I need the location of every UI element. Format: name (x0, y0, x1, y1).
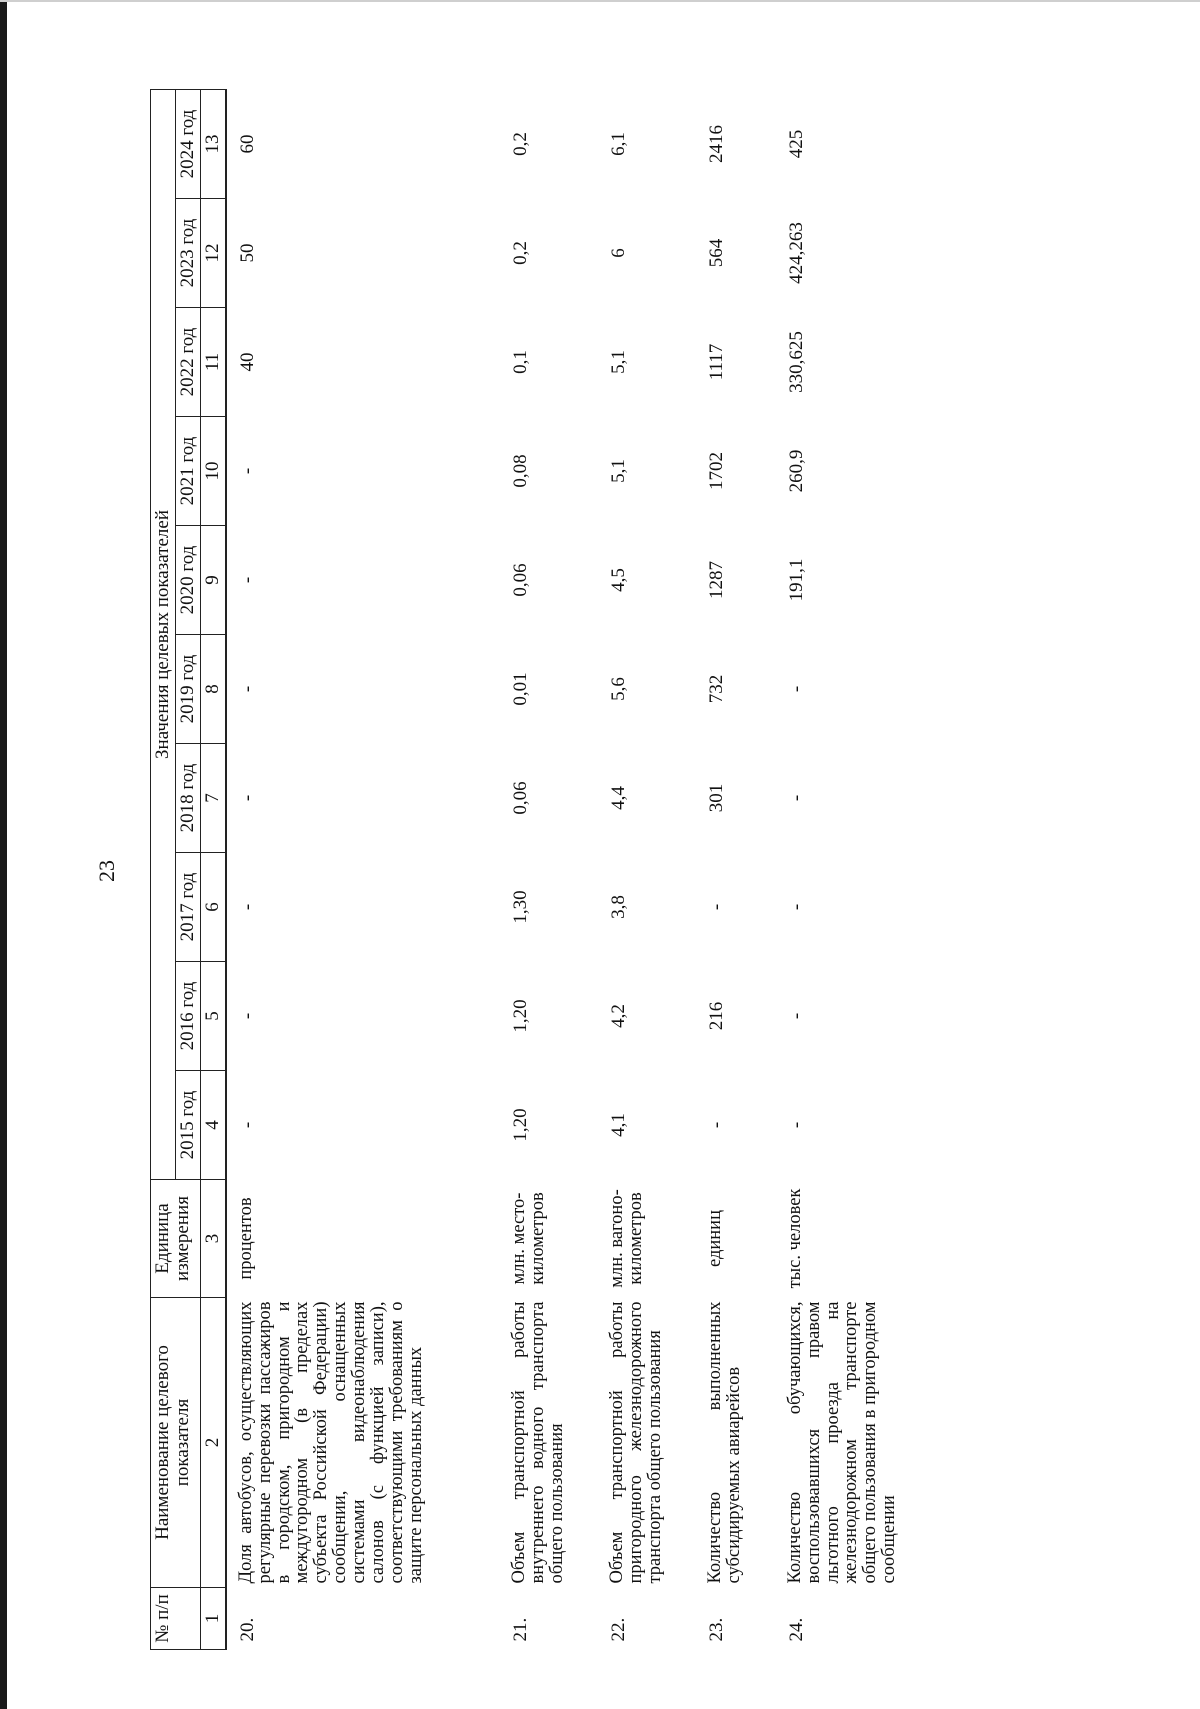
header-year: 2020 год (175, 526, 200, 635)
indicator-value: - (785, 685, 807, 693)
indicator-value: 191,1 (785, 558, 807, 602)
indicator-unit: тыс. человек (784, 1188, 805, 1289)
indicator-name: Объем транспортной работы пригородного железнодорожного транспорта общего пользования (606, 1301, 665, 1584)
indicator-unit: процентов (235, 1197, 256, 1280)
indicator-value: 4,4 (607, 786, 629, 810)
column-number: 3 (200, 1180, 225, 1298)
row-number: 23. (705, 1617, 727, 1642)
indicator-value: - (785, 903, 807, 911)
indicator-value: 260,9 (785, 449, 807, 493)
indicator-value: - (236, 576, 258, 584)
column-number: 6 (200, 853, 225, 962)
indicator-value: - (236, 794, 258, 802)
column-number: 12 (200, 199, 225, 308)
indicator-value: - (785, 794, 807, 802)
indicator-value: 2416 (705, 124, 727, 163)
indicator-name: Количество обучающихся, воспользовавшихся правом льготного проезда на железнодорожном транспорте общего пользования в пригородном сообщении (784, 1301, 900, 1584)
table-row (226, 89, 504, 1649)
column-number: 13 (200, 89, 225, 198)
indicator-value: 1,20 (509, 1108, 531, 1142)
header-year: 2017 год (175, 853, 200, 962)
header-year: 2019 год (175, 635, 200, 744)
row-number: 22. (607, 1617, 629, 1642)
table-row (700, 89, 780, 1649)
indicator-value: 732 (705, 674, 727, 704)
indicator-value: 216 (705, 1001, 727, 1031)
indicator-value: 1,30 (509, 890, 531, 924)
indicator-value: 564 (705, 238, 727, 268)
indicator-name: Объем транспортной работы внутреннего водного транспорта общего пользования (508, 1301, 567, 1584)
column-number: 7 (200, 744, 225, 853)
header-year: 2021 год (175, 417, 200, 526)
indicator-value: 0,06 (509, 781, 531, 815)
header-year: 2023 год (175, 199, 200, 308)
target-indicators-table (150, 89, 908, 1650)
indicator-unit: млн. вагоно-километров (606, 1189, 647, 1288)
indicator-value: 425 (785, 129, 807, 159)
indicator-value: - (236, 1121, 258, 1129)
indicator-name: Доля автобусов, осуществляющих регулярные перевозки пассажиров в городском, пригородном и междугородном (в пределах субъекта Российской Федерации) сообщении, оснащенных системами видеонаблюдения салонов (с функцией записи), соответствующими требованиям о защите персональных данных (235, 1301, 426, 1584)
column-number: 8 (200, 635, 225, 744)
page-number: 23 (94, 860, 119, 882)
indicator-value: 5,6 (607, 677, 629, 701)
indicator-value: - (785, 1012, 807, 1020)
indicator-value: 330,625 (785, 331, 807, 393)
indicator-value: 0,06 (509, 563, 531, 597)
column-number: 11 (200, 308, 225, 417)
indicator-value: 4,5 (607, 568, 629, 592)
indicator-value: 0,2 (509, 241, 531, 265)
header-name: Наименование целевого показателя (151, 1298, 201, 1588)
header-unit: Единица измерения (151, 1180, 201, 1298)
indicator-value: 4,1 (607, 1113, 629, 1137)
indicator-value: - (236, 685, 258, 693)
indicator-value: 1,20 (509, 999, 531, 1033)
column-number: 4 (200, 1071, 225, 1180)
row-number: 21. (509, 1617, 531, 1642)
row-number: 20. (236, 1617, 258, 1642)
indicator-value: 6 (607, 248, 629, 258)
column-number: 5 (200, 962, 225, 1071)
indicator-name: Количество выполненных субсидируемых авиарейсов (704, 1301, 744, 1584)
indicator-value: - (705, 1121, 727, 1129)
indicator-value: 4,2 (607, 1004, 629, 1028)
table-row (780, 89, 908, 1649)
table-row (504, 89, 602, 1649)
column-number: 10 (200, 417, 225, 526)
indicator-value: 40 (236, 352, 258, 372)
indicator-value: - (236, 467, 258, 475)
indicator-value: - (785, 1121, 807, 1129)
indicator-value: 1287 (705, 561, 727, 599)
indicator-value: 5,1 (607, 350, 629, 374)
scan-left-edge (0, 0, 7, 1709)
indicator-value: 5,1 (607, 459, 629, 483)
header-year: 2022 год (175, 308, 200, 417)
indicator-value: 0,08 (509, 454, 531, 488)
indicator-value: 301 (705, 783, 727, 813)
header-year: 2016 год (175, 962, 200, 1071)
indicator-value: 0,01 (509, 672, 531, 706)
indicator-value: 424,263 (785, 222, 807, 284)
header-group-title: Значения целевых показателей (151, 89, 176, 1179)
indicator-unit: единиц (704, 1210, 725, 1267)
scan-top-edge (0, 0, 1200, 2)
table-row (602, 89, 700, 1649)
indicator-value: - (236, 903, 258, 911)
indicator-value: 0,2 (509, 132, 531, 156)
indicator-value: 1117 (705, 343, 727, 381)
row-number: 24. (785, 1617, 807, 1642)
indicator-value: 0,1 (509, 350, 531, 374)
indicator-value: - (705, 903, 727, 911)
indicator-value: 50 (236, 243, 258, 263)
rotated-page-content (150, 90, 1110, 1650)
header-no: № п/п (151, 1588, 201, 1650)
indicator-value: 60 (236, 134, 258, 154)
indicator-unit: млн. место-километров (508, 1192, 549, 1285)
indicator-value: 3,8 (607, 895, 629, 919)
column-number: 2 (200, 1298, 225, 1588)
indicator-value: 6,1 (607, 132, 629, 156)
indicator-value: - (236, 1012, 258, 1020)
header-year: 2015 год (175, 1071, 200, 1180)
header-year: 2024 год (175, 89, 200, 198)
column-number: 9 (200, 526, 225, 635)
header-year: 2018 год (175, 744, 200, 853)
indicator-value: 1702 (705, 452, 727, 490)
column-number: 1 (200, 1588, 225, 1650)
